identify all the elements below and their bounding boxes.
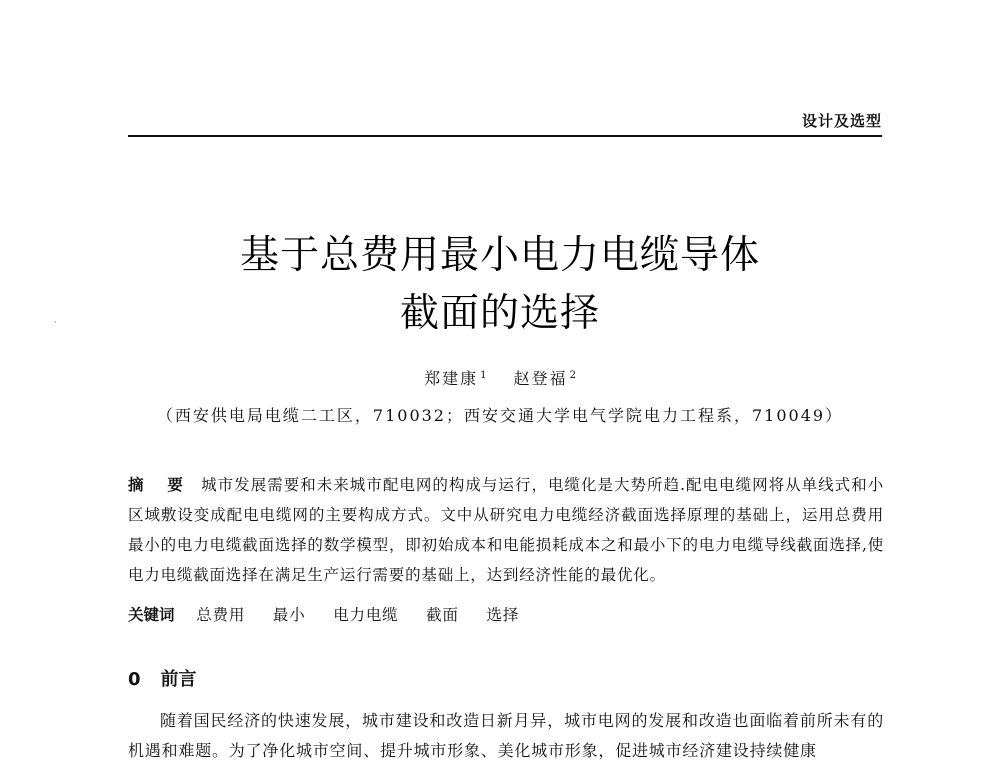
author-name: 郑建康: [424, 369, 479, 388]
keyword: 最小: [272, 606, 306, 624]
keyword: 总费用: [196, 606, 246, 624]
abstract-label: 摘 要: [128, 476, 188, 494]
keywords-label: 关键词: [128, 606, 175, 624]
paper-title-line-1: 基于总费用最小电力电缆导体: [239, 233, 760, 278]
keyword: 截面: [426, 606, 459, 624]
author-name: 赵登福: [513, 369, 568, 388]
section-title: 前言: [160, 669, 197, 690]
paper-title-line-2: 截面的选择: [399, 291, 600, 336]
author-affil-mark: 1: [480, 369, 487, 381]
author: [514, 369, 576, 388]
section-tag: 设计及选型: [801, 112, 882, 130]
author-list: [0, 366, 1000, 389]
section-number: 0: [128, 669, 141, 690]
abstract: [128, 470, 884, 590]
scan-mark: ·: [54, 318, 57, 327]
keyword: 电力电缆: [333, 606, 399, 624]
header-rule: [128, 135, 882, 137]
section-heading: [128, 665, 197, 691]
keywords: [128, 600, 884, 630]
affiliation: （西安供电局电缆二工区，710032；西安交通大学电气学院电力工程系，710049）: [156, 406, 844, 425]
author: [424, 369, 486, 388]
author-affil-mark: 2: [569, 369, 576, 381]
body-paragraph: 随着国民经济的快速发展，城市建设和改造日新月异，城市电网的发展和改造也面临着前所未有的机遇和难题。为了净化城市空间、提升城市形象、美化城市形象，促进城市经济建设持续健康: [128, 711, 884, 760]
keyword: 选择: [486, 606, 520, 624]
abstract-text: 城市发展需要和未来城市配电网的构成与运行，电缆化是大势所趋.配电电缆网将从单线式和小区域敷设变成配电电缆网的主要构成方式。文中从研究电力电缆经济截面选择原理的基础上，运用总费用最小的电力电缆截面选择的数学模型，即初始成本和电能损耗成本之和最小下的电力电缆导线截面选择,使电力电缆截面选择在满足生产运行需要的基础上，达到经济性能的最优化。: [128, 476, 884, 584]
